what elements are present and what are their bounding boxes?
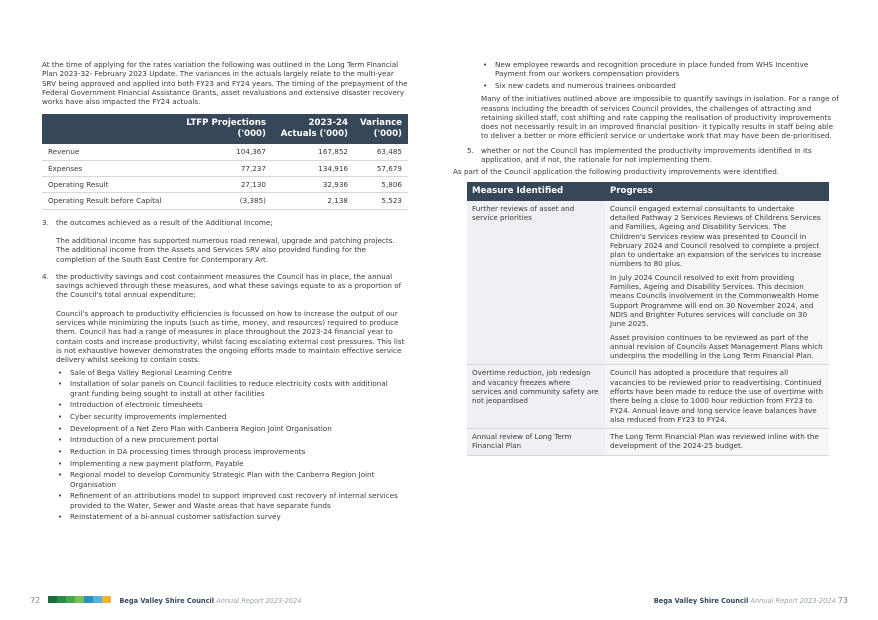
list-item: • Refinement of an attributions model to support improved cost recovery of internal services provided to the Water, Sewer and Waste areas that have separate funds — [56, 491, 408, 510]
color-swatch — [75, 596, 84, 603]
intro-paragraph: At the time of applying for the rates variation the following was outlined in the Long Term Financial Plan 2023-32- February 2023 Update. The variances in the actuals largely relate to the multi-year SRV being approved and applied into both FY23 and FY24 years. The timing of the prepayment of the Federal Government Financial Assistance Grants, asset revaluations and extensive disaster recovery works have also impacted the FY24 actuals. — [42, 60, 408, 107]
row-value: (3,385) — [174, 193, 272, 209]
list-item: • Sale of Bega Valley Regional Learning Centre — [56, 368, 408, 377]
table-row — [42, 177, 408, 193]
footer-council-name: Bega Valley Shire Council — [653, 597, 749, 605]
color-swatch — [66, 596, 75, 603]
numbered-list-left — [42, 218, 408, 522]
progress-paragraph: Council engaged external consultants to undertake detailed Pathway 2 Services Reviews of Childrens Services and Families, Ageing and Disability Services. The Children's Services review was presented to Council in February 2024 and Council resolved to complete a project plan to undertake an expansion of the services to increase numbers to 80 plus. — [610, 203, 822, 269]
list-item: • Six new cadets and numerous trainees onboarded — [481, 81, 839, 90]
rates-table-header — [42, 114, 408, 144]
page-number: 73 — [837, 596, 848, 605]
list-item: • Introduction of electronic timesheets — [56, 400, 408, 409]
row-label: Revenue — [42, 144, 174, 160]
list-number: 3. — [42, 217, 49, 227]
item4-text: the productivity savings and cost containment measures the Council has in place, the annual savings achieved through these measures, and what these savings equate to as a proportion of the Council's total annual expenditure; — [56, 271, 402, 300]
rates-header-ltfp: LTFP Projections ('000) — [174, 114, 272, 144]
lead-paragraph: As part of the Council application the following productivity improvements were identified. — [453, 167, 780, 177]
color-swatch — [84, 596, 93, 603]
color-swatch — [57, 596, 66, 603]
header-measure: Measure Identified — [467, 182, 605, 201]
rates-variation-table — [42, 114, 408, 209]
rates-header-variance: Variance ('000) — [354, 114, 408, 144]
quantify-paragraph: Many of the initiatives outlined above are impossible to quantify savings in isolation. For a range of reasons including the breadth of services Council provides, the challenges of attracting and retaining skilled staff, cost shifting and rate capping the realisation of productivity improvements does not necessarily result in an improved financial position- it typically results in staff being able to deliver a better or more efficient service or undertake work that may have been de-prioritised. — [481, 94, 839, 141]
list-number: 5. — [467, 145, 474, 155]
progress-cell — [605, 201, 829, 365]
row-label: Operating Result before Capital — [42, 193, 174, 209]
productivity-measures-list — [56, 368, 408, 522]
row-value: 27,130 — [174, 177, 272, 193]
footer-report-title: Annual Report 2023-2024 — [216, 597, 302, 605]
list-item: • Implementing a new payment platform, Payable — [56, 459, 408, 468]
list-item: • Reinstatement of a bi-annual customer satisfaction survey — [56, 512, 408, 521]
row-label: Expenses — [42, 160, 174, 176]
list-item-5 — [467, 146, 839, 165]
measure-cell: Annual review of Long Term Financial Plan — [467, 429, 605, 456]
item3-paragraph: The additional income has supported numerous road renewal, upgrade and patching projects. The additional income from the Assets and Services SRV also provided funding for the completion of the South East Centre for Contemporary Art. — [56, 235, 395, 264]
list-item: • Installation of solar panels on Council facilities to reduce electricity costs with additional grant funding being sought to install at other facilities — [56, 379, 408, 398]
list-item: • Cyber security improvements implemented — [56, 412, 408, 421]
table-row — [467, 365, 829, 429]
row-value: 5,523 — [354, 193, 408, 209]
row-value: 2,138 — [272, 193, 354, 209]
progress-cell — [605, 429, 829, 456]
list-item-4 — [42, 272, 408, 522]
footer-left — [30, 596, 301, 606]
rates-header-actuals: 2023-24 Actuals ('000) — [272, 114, 354, 144]
progress-paragraph: Council has adopted a procedure that requires all vacancies to be reviewed prior to readvertising. Continued efforts have been made to reduce the use of overtime with there being a close to 1000 hour reduction from FY23 to FY24. Annual leave and long service leave balances have also reduced from FY23 to FY24. — [610, 368, 824, 424]
footer-report-title: Annual Report 2023-2024 — [750, 597, 836, 605]
color-swatch — [93, 596, 102, 603]
table-row — [42, 160, 408, 176]
row-value: 63,485 — [354, 144, 408, 160]
right-column — [453, 60, 839, 456]
row-value: 77,237 — [174, 160, 272, 176]
table-row — [467, 429, 829, 456]
progress-cell — [605, 365, 829, 429]
row-value: 167,852 — [272, 144, 354, 160]
item5-text: whether or not the Council has implemented the productivity improvements identified in its application, and if not, the rationale for not implementing them. — [481, 145, 812, 165]
table-row — [42, 144, 408, 160]
measure-cell: Further reviews of asset and service priorities — [467, 201, 605, 365]
row-label: Operating Result — [42, 177, 174, 193]
list-number: 4. — [42, 271, 49, 281]
continued-bullets — [481, 60, 839, 90]
footer-council-name: Bega Valley Shire Council — [119, 597, 215, 605]
rates-header-label — [42, 114, 174, 144]
productivity-improvements-table — [467, 182, 829, 456]
table-row — [42, 193, 408, 209]
progress-table-header — [467, 182, 829, 201]
row-value: 134,916 — [272, 160, 354, 176]
row-value: 5,806 — [354, 177, 408, 193]
row-value: 57,679 — [354, 160, 408, 176]
list-item: • Regional model to develop Community Strategic Plan with the Canberra Region Joint Organisation — [56, 470, 408, 489]
progress-paragraph: In July 2024 Council resolved to exit from providing Families, Ageing and Disability Services. This decision means Councils involvement in the Commonwealth Home Support Programme will end on 30 November 2024, and NDIS and Brighter Futures services will conclude on 30 June 2025. — [610, 272, 819, 329]
footer-right — [654, 596, 848, 606]
list-item-3 — [42, 218, 408, 264]
list-item: • Reduction in DA processing times through process improvements — [56, 447, 408, 456]
color-swatch — [102, 596, 111, 603]
list-item: • Introduction of a new procurement portal — [56, 435, 408, 444]
color-swatch — [48, 596, 57, 603]
numbered-list-right — [467, 146, 839, 165]
list-item: • New employee rewards and recognition procedure in place funded from WHS Incentive Payment from our workers compensation providers — [481, 60, 839, 79]
progress-paragraph: Asset provision continues to be reviewed as part of the annual revision of Councils Asset Management Plans which underpins the modelling in the Long Term Financial Plan. — [610, 332, 823, 361]
list-item: • Development of a Net Zero Plan with Canberra Region Joint Organisation — [56, 424, 408, 433]
measure-cell: Overtime reduction, job redesign and vacancy freezes where services and community safety are not jeopardised — [467, 365, 605, 429]
page-number: 72 — [30, 596, 41, 605]
item4-paragraph: Council's approach to productivity efficiencies is focussed on how to increase the output of our services while minimizing the inputs (such as time, money, and resources) required to produce them. Council has had a range of measures in place throughout the 2023-24 financial year to contain costs and increase productivity, whilst facing escalating external cost pressures. This list is not exhaustive however demonstrates the ongoing efforts made to maintain effective service delivery whilst seeking to contain costs. — [56, 308, 405, 365]
header-progress: Progress — [605, 182, 829, 201]
item3-text: the outcomes achieved as a result of the Additional Income; — [56, 217, 273, 227]
progress-paragraph: The Long Term Financial Plan was reviewed inline with the development of the 2024-25 budget. — [610, 432, 819, 451]
row-value: 32,936 — [272, 177, 354, 193]
row-value: 104,367 — [174, 144, 272, 160]
table-row — [467, 201, 829, 365]
brand-color-bar — [48, 596, 111, 606]
right-page — [439, 0, 878, 620]
left-column — [42, 60, 408, 524]
